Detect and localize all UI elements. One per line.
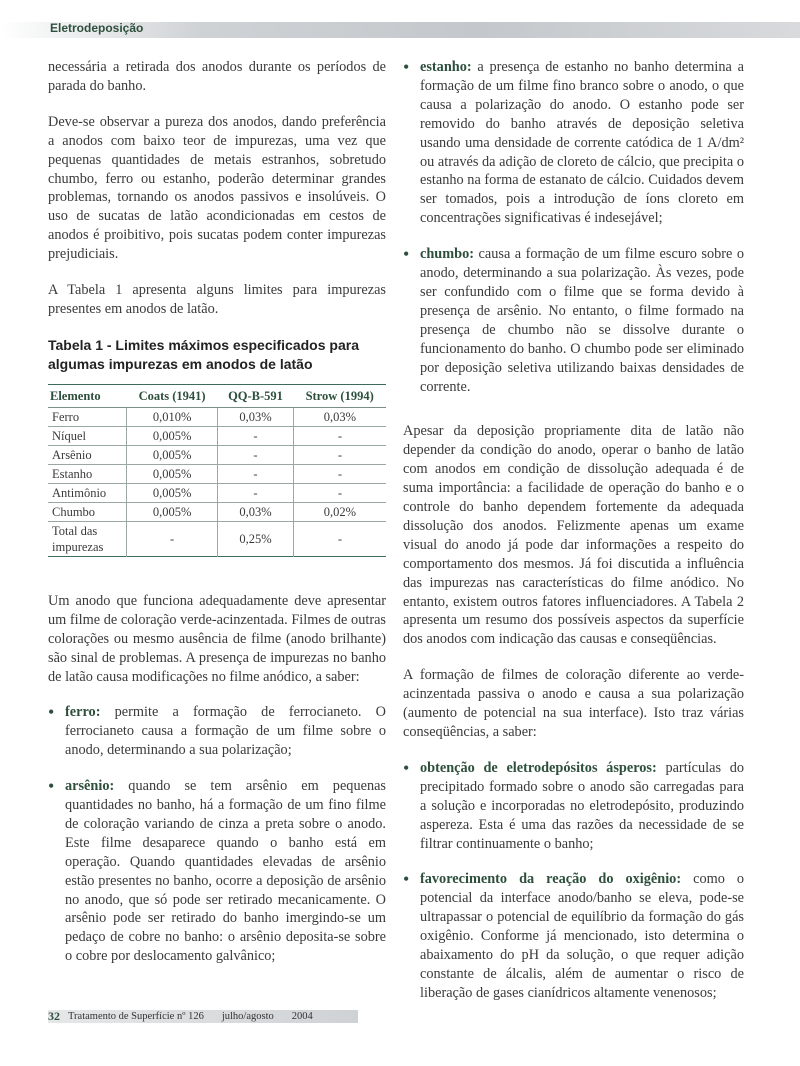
table-cell: Estanho [48, 464, 127, 483]
table-cell: - [218, 426, 294, 445]
left-column [48, 58, 386, 983]
bullet-term: ferro: [65, 704, 101, 721]
table-row [48, 483, 386, 502]
table-cell: - [293, 445, 386, 464]
page-footer [48, 1010, 358, 1023]
table-cell: - [293, 464, 386, 483]
table-row [48, 464, 386, 483]
table-header-row [48, 384, 386, 407]
paragraph: A formação de filmes de coloração diferente ao verde-acinzentada passiva o anodo e causa a sua polarização (aumento de potencial na sua interface). Isto traz várias conseqüências, a saber: [403, 667, 744, 740]
bullet-term: estanho: [420, 59, 472, 75]
paragraph: necessária a retirada dos anodos durante os períodos de parada do banho. [48, 59, 386, 94]
bullet-text: a presença de estanho no banho determina a formação de um filme fino branco sobre o anodo, o que causa a polarização do anodo. O estanho pode ser removido do banho através de deposição seletiva usando uma densidade de corrente catódica de 1 A/dm² ou através da adição de cloreto de cálcio, que precipita o estanho na forma de estanato de cálcio. Cuidados devem ser tomados, pois a introdução de íons cloreto em concentrações significativas é indesejável; [420, 59, 744, 227]
table-title: Tabela 1 - Limites máximos especificados para algumas impurezas em anodos de latão [48, 336, 359, 372]
table-cell: 0,25% [218, 521, 294, 556]
table-row [48, 445, 386, 464]
table-cell: 0,010% [127, 407, 218, 426]
table-cell: - [218, 483, 294, 502]
table-cell: 0,005% [127, 464, 218, 483]
bullet-text: permite a formação de ferrocianeto. O ferrocianeto causa a formação de um filme sobre o anodo, determinando a sua polarização; [65, 704, 386, 759]
journal-issue: julho/agosto [221, 1011, 274, 1022]
table-row [48, 502, 386, 521]
list-item [403, 870, 744, 1002]
table-cell: Arsênio [48, 445, 127, 464]
bullet-term: obtenção de eletrodepósitos ásperos: [420, 759, 657, 776]
impurity-limits-table [48, 384, 386, 557]
table-cell: 0,03% [293, 407, 386, 426]
bullet-text: como o potencial da interface anodo/banho se eleva, pode-se ultrapassar o potencial de equilíbrio da formação do gás oxigênio. Conforme já mencionado, isto determina o abaixamento do pH da solução, o que requer adição constante de álcalis, além de aumentar o risco de liberação de gases cianídricos altamente venenosos; [420, 871, 745, 1001]
table-cell: 0,03% [218, 407, 294, 426]
column-header: Coats (1941) [127, 384, 218, 407]
table-cell: 0,005% [127, 426, 218, 445]
list-item [48, 777, 386, 966]
table-cell: 0,02% [293, 502, 386, 521]
journal-name: Tratamento de Superfície nº 126 [68, 1011, 204, 1022]
table-cell: Níquel [48, 426, 127, 445]
list-item [403, 759, 744, 854]
table-cell: - [293, 426, 386, 445]
right-column [403, 58, 744, 1020]
column-header: Elemento [48, 384, 127, 407]
paragraph: Deve-se observar a pureza dos anodos, dando preferência a anodos com baixo teor de impurezas, uma vez que pequenas quantidades de metais estranhos, sobretudo chumbo, ferro ou estanho, poderão determinar grandes problemas, tornando os anodos passivos e insolúveis. O uso de sucatas de latão acondicionadas em cestos de anodos é proibitivo, pois sucatas podem conter impurezas prejudiciais. [48, 113, 386, 263]
paragraph: Um anodo que funciona adequadamente deve apresentar um filme de coloração verde-acinzentada. Filmes de outras colorações ou mesmo ausência de filme (anodo brilhante) são sinal de problemas. A presença de impurezas no banho de latão causa modificações no filme anódico, a saber: [48, 592, 386, 685]
list-item [403, 58, 744, 228]
table-row [48, 426, 386, 445]
table-cell: - [293, 521, 386, 556]
column-header: Strow (1994) [293, 384, 386, 407]
column-header: QQ-B-591 [218, 384, 294, 407]
table-cell: - [293, 483, 386, 502]
table-cell: 0,005% [127, 483, 218, 502]
table-cell: 0,005% [127, 445, 218, 464]
list-item [48, 703, 386, 760]
table-cell: Chumbo [48, 502, 127, 521]
paragraph: A Tabela 1 apresenta alguns limites para impurezas presentes em anodos de latão. [48, 282, 386, 317]
table-row [48, 407, 386, 426]
page-number: 32 [48, 1009, 60, 1023]
bullet-term: chumbo: [420, 246, 475, 263]
list-item [403, 245, 744, 396]
table-cell: Total das impurezas [52, 523, 104, 554]
paragraph: Apesar da deposição propriamente dita de latão não depender da condição do anodo, operar o banho de latão com anodos em condição de dissolução adequada é de suma importância: a facilidade de operação do banho e o controle do banho dependem fortemente da adequada dissolução dos anodos. Felizmente apenas um exame visual do anodo já pode dar informações a respeito do comportamento dos mesmos. Já foi discutida a influência das impurezas nas características do filme anódico. No entanto, existem outros fatores influenciadores. A Tabela 2 apresenta um resumo dos possíveis aspectos da superfície dos anodos com indicação das causas e conseqüências. [403, 423, 744, 648]
table-cell: Ferro [48, 407, 127, 426]
table-cell: - [218, 445, 294, 464]
section-title: Eletrodeposição [50, 21, 144, 35]
bullet-text: causa a formação de um filme escuro sobre o anodo, determinando a sua polarização. Às vezes, pode ser confundido com o filme que se forma devido à presença de arsênio. No entanto, o filme formado na presença de chumbo não se dissolve durante o funcionamento do banho. O chumbo pode ser eliminado por deposição seletiva utilizando baixas densidades de corrente. [420, 246, 744, 395]
table-cell: - [127, 521, 218, 556]
table-cell: 0,03% [218, 502, 294, 521]
bullet-text: partículas do precipitado formado sobre o anodo são carregadas para a solução e incorporadas no eletrodepósito, produzindo aspereza. Esta é uma das razões da necessidade de se filtrar continuamente o banho; [420, 759, 744, 852]
journal-year: 2004 [291, 1011, 313, 1022]
table-cell: - [218, 464, 294, 483]
bullet-text: quando se tem arsênio em pequenas quantidades no banho, há a formação de um fino filme de coloração variando de cinza a preta sobre o anodo. Este filme desaparece quando o banho está em operação. Quando quantidades elevadas de arsênio estão presentes no banho, ocorre a deposição de arsênio no anodo, que só pode ser retirado mecanicamente. O arsênio pode ser retirado do banho imergindo-se um pedaço de cobre no banho: o arsênio deposita-se sobre o cobre por deslocamento galvânico; [65, 778, 386, 965]
bullet-term: favorecimento da reação do oxigênio: [420, 871, 682, 888]
table-cell: Antimônio [48, 483, 127, 502]
bullet-term: arsênio: [65, 778, 115, 795]
table-cell: 0,005% [127, 502, 218, 521]
table-row [48, 521, 386, 556]
